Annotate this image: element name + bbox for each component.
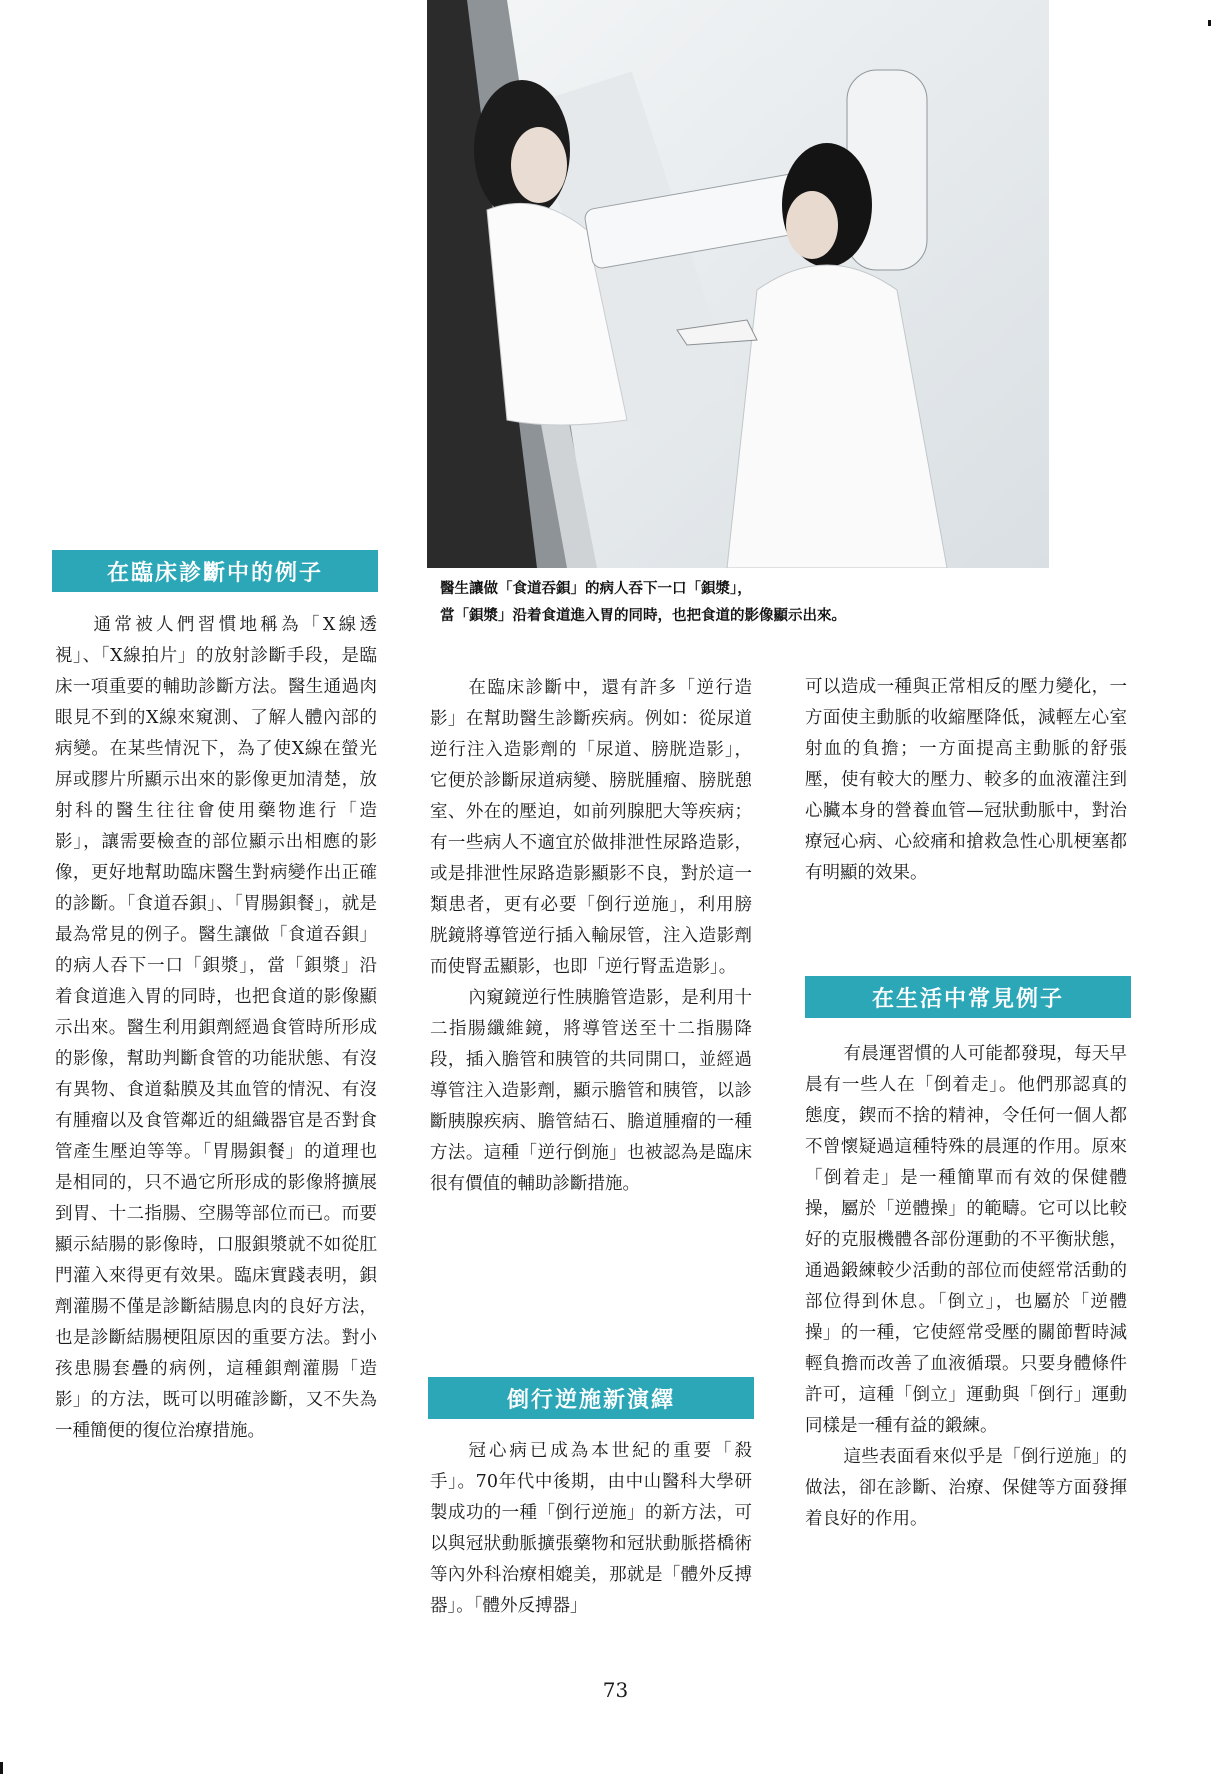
daily-heading	[805, 976, 1131, 1018]
xray-photo	[427, 0, 1049, 568]
clinical-heading-text: 在臨床診斷中的例子	[106, 560, 323, 586]
daily-paragraph-2: 這些表面看來似乎是「倒行逆施」的做法，卻在診斷、治療、保健等方面發揮着良好的作用。	[805, 1447, 1127, 1529]
right-paragraph-continued: 可以造成一種與正常相反的壓力變化，一方面使主動脈的收縮壓降低，減輕左心室射血的負擔；一方面提高主動脈的舒張壓，使有較大的壓力、較多的血液灌注到心臟本身的營養血管—冠狀動脈中，對治療冠心病、心絞痛和搶救急性心肌梗塞都有明顯的效果。	[805, 677, 1127, 883]
caption-line-1: 醫生讓做「食道吞鋇」的病人吞下一口「鋇漿」，	[440, 581, 752, 597]
middle-paragraph-1: 在臨床診斷中，還有許多「逆行造影」在幫助醫生診斷疾病。例如：從尿道逆行注入造影劑的「尿道、膀胱造影」，它便於診斷尿道病變、膀胱腫瘤、膀胱憩室、外在的壓迫，如前列腺肥大等疾病；有一些病人不適宜於做排泄性尿路造影，或是排泄性尿路造影顯影不良，對於這一類患者，更有必要「倒行逆施」，利用膀胱鏡將導管逆行插入輸尿管，注入造影劑而使腎盂顯影，也即「逆行腎盂造影」。	[430, 678, 752, 977]
daily-heading-text: 在生活中常見例子	[871, 986, 1064, 1012]
clinical-heading	[52, 550, 378, 592]
middle-paragraph-2: 內窺鏡逆行性胰膽管造影，是利用十二指腸纖維鏡，將導管送至十二指腸降段，插入膽管和胰管的共同開口，並經過導管注入造影劑，顯示膽管和胰管，以診斷胰腺疾病、膽管結石、膽道腫瘤的一種方法。這種「逆行倒施」也被認為是臨床很有價值的輔助診斷措施。	[430, 988, 752, 1194]
clinical-paragraph: 通常被人們習慣地稱為「X線透視」、「X線拍片」的放射診斷手段，是臨床一項重要的輔助診斷方法。醫生通過肉眼見不到的X線來窺測、了解人體內部的病變。在某些情況下，為了使X線在螢光屏或膠片所顯示出來的影像更加清楚，放射科的醫生往往會使用藥物進行「造影」，讓需要檢查的部位顯示出相應的影像，更好地幫助臨床醫生對病變作出正確的診斷。「食道吞鋇」、「胃腸鋇餐」，就是最為常見的例子。醫生讓做「食道吞鋇」的病人吞下一口「鋇漿」，當「鋇漿」沿着食道進入胃的同時，也把食道的影像顯示出來。醫生利用鋇劑經過食管時所形成的影像，幫助判斷食管的功能狀態、有沒有異物、食道黏膜及其血管的情況、有沒有腫瘤以及食管鄰近的組織器官是否對食管產生壓迫等等。「胃腸鋇餐」的道理也是相同的，只不過它所形成的影像將擴展到胃、十二指腸、空腸等部位而已。而要顯示結腸的影像時，口服鋇漿就不如從肛門灌入來得更有效果。臨床實踐表明，鋇劑灌腸不僅是診斷結腸息肉的良好方法，也是診斷結腸梗阻原因的重要方法。對小孩患腸套疊的病例，這種鋇劑灌腸「造影」的方法，既可以明確診斷，又不失為一種簡便的復位治療措施。	[55, 615, 377, 1441]
page-number: 73	[602, 1678, 629, 1702]
right-column-bottom	[805, 1039, 1127, 1535]
reverse-paragraph: 冠心病已成為本世紀的重要「殺手」。70年代中後期，由中山醫科大學研製成功的一種「倒行逆施」的新方法，可以與冠狀動脈擴張藥物和冠狀動脈搭橋術等內外科治療相媲美，那就是「體外反搏器」。「體外反搏器」	[430, 1441, 752, 1616]
scan-mark-top	[1208, 20, 1211, 26]
caption-line-2: 當「鋇漿」沿着食道進入胃的同時，也把食道的影像顯示出來。	[440, 608, 846, 624]
daily-paragraph-1: 有晨運習慣的人可能都發現，每天早晨有一些人在「倒着走」。他們那認真的態度，鍥而不捨的精神，令任何一個人都不曾懷疑過這種特殊的晨運的作用。原來「倒着走」是一種簡單而有效的保健體操，屬於「逆體操」的範疇。它可以比較好的克服機體各部份運動的不平衡狀態，通過鍛練較少活動的部位而使經常活動的部位得到休息。「倒立」，也屬於「逆體操」的一種，它使經常受壓的關節暫時減輕負擔而改善了血液循環。只要身體條件許可，這種「倒立」運動與「倒行」運動同樣是一種有益的鍛練。	[805, 1044, 1127, 1436]
reverse-heading	[428, 1377, 754, 1419]
scan-mark-bottom	[0, 1762, 3, 1774]
reverse-column	[430, 1436, 752, 1622]
photo-caption	[440, 576, 1060, 630]
right-column-top	[805, 672, 1127, 889]
middle-column	[430, 673, 752, 1200]
left-column	[55, 610, 377, 1447]
reverse-heading-text: 倒行逆施新演繹	[506, 1387, 675, 1413]
xray-scene-illustration	[427, 0, 1049, 568]
